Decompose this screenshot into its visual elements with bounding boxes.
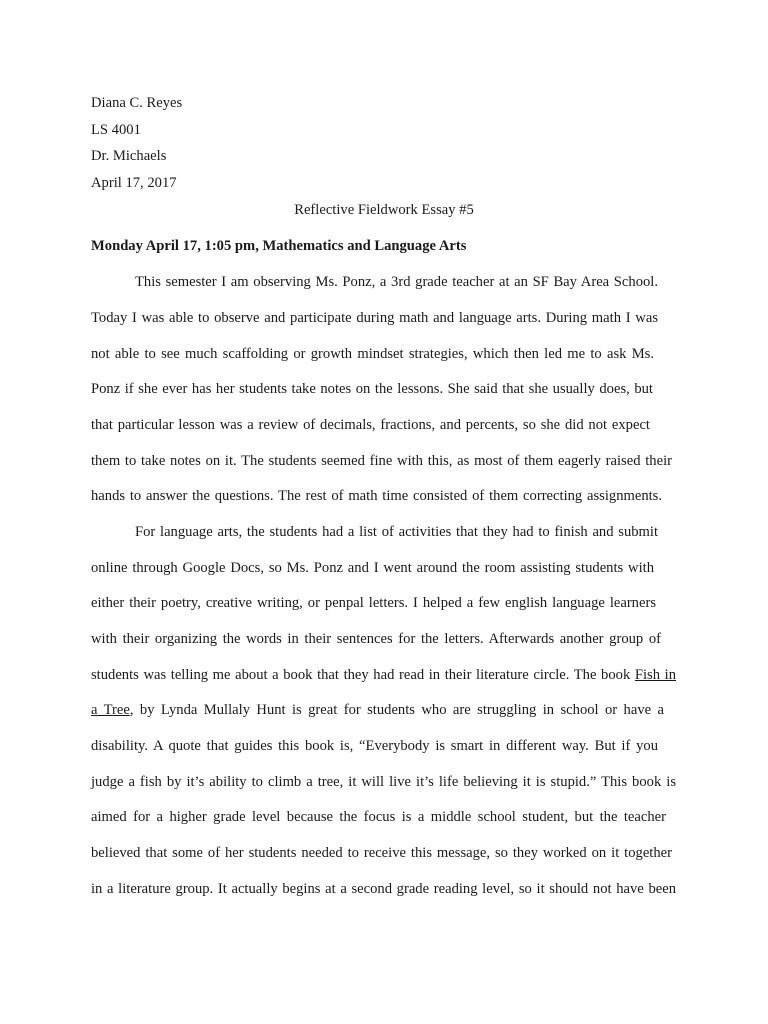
paragraph-line: Today I was able to observe and participate during math and language arts. During math I was: [91, 310, 658, 326]
paragraph-line: Ponz if she ever has her students take notes on the lessons. She said that she usually does, but: [91, 381, 653, 397]
author-name: Diana C. Reyes: [91, 95, 183, 111]
paragraph-line: either their poetry, creative writing, or penpal letters. I helped a few english language learners: [91, 595, 656, 611]
book-title-link: Fish in: [634, 667, 676, 683]
paragraph-line: [91, 666, 676, 684]
paragraph-line: For language arts, the students had a list of activities that they had to finish and submit: [135, 524, 658, 540]
essay-title: Reflective Fieldwork Essay #5: [294, 202, 474, 218]
section-heading: Monday April 17, 1:05 pm, Mathematics and Language Arts: [91, 238, 467, 254]
paragraph-line: aimed for a higher grade level because the focus is a middle school student, but the teacher: [91, 809, 666, 825]
book-title-link: a Tree: [91, 702, 130, 718]
line-text: students was telling me about a book that they had read in their literature circle. The book: [91, 667, 635, 683]
paragraph-line: not able to see much scaffolding or growth mindset strategies, which then led me to ask Ms.: [91, 346, 654, 362]
paragraph-line: believed that some of her students needed to receive this message, so they worked on it together: [91, 845, 672, 861]
line-text: , by Lynda Mullaly Hunt is great for students who are struggling in school or have a: [129, 702, 664, 718]
paragraph-line: judge a fish by it’s ability to climb a tree, it will live it’s life believing it is stupid.” This book is: [91, 774, 676, 790]
paragraph-line: online through Google Docs, so Ms. Ponz and I went around the room assisting students with: [91, 560, 654, 576]
instructor-name: Dr. Michaels: [91, 148, 167, 164]
paragraph-line: that particular lesson was a review of decimals, fractions, and percents, so she did not expect: [91, 417, 650, 433]
paragraph-line: hands to answer the questions. The rest of math time consisted of them correcting assignments.: [91, 488, 662, 504]
paragraph-line: in a literature group. It actually begins at a second grade reading level, so it should not have been: [91, 881, 676, 897]
paragraph-line: [91, 701, 664, 719]
paragraph-line: This semester I am observing Ms. Ponz, a 3rd grade teacher at an SF Bay Area School.: [135, 274, 658, 290]
course-code: LS 4001: [91, 122, 141, 138]
essay-date: April 17, 2017: [91, 175, 177, 191]
paragraph-line: them to take notes on it. The students seemed fine with this, as most of them eagerly raised their: [91, 453, 672, 469]
paragraph-line: with their organizing the words in their sentences for the letters. Afterwards another group of: [91, 631, 661, 647]
paragraph-line: disability. A quote that guides this book is, “Everybody is smart in different way. But if you: [91, 738, 658, 754]
